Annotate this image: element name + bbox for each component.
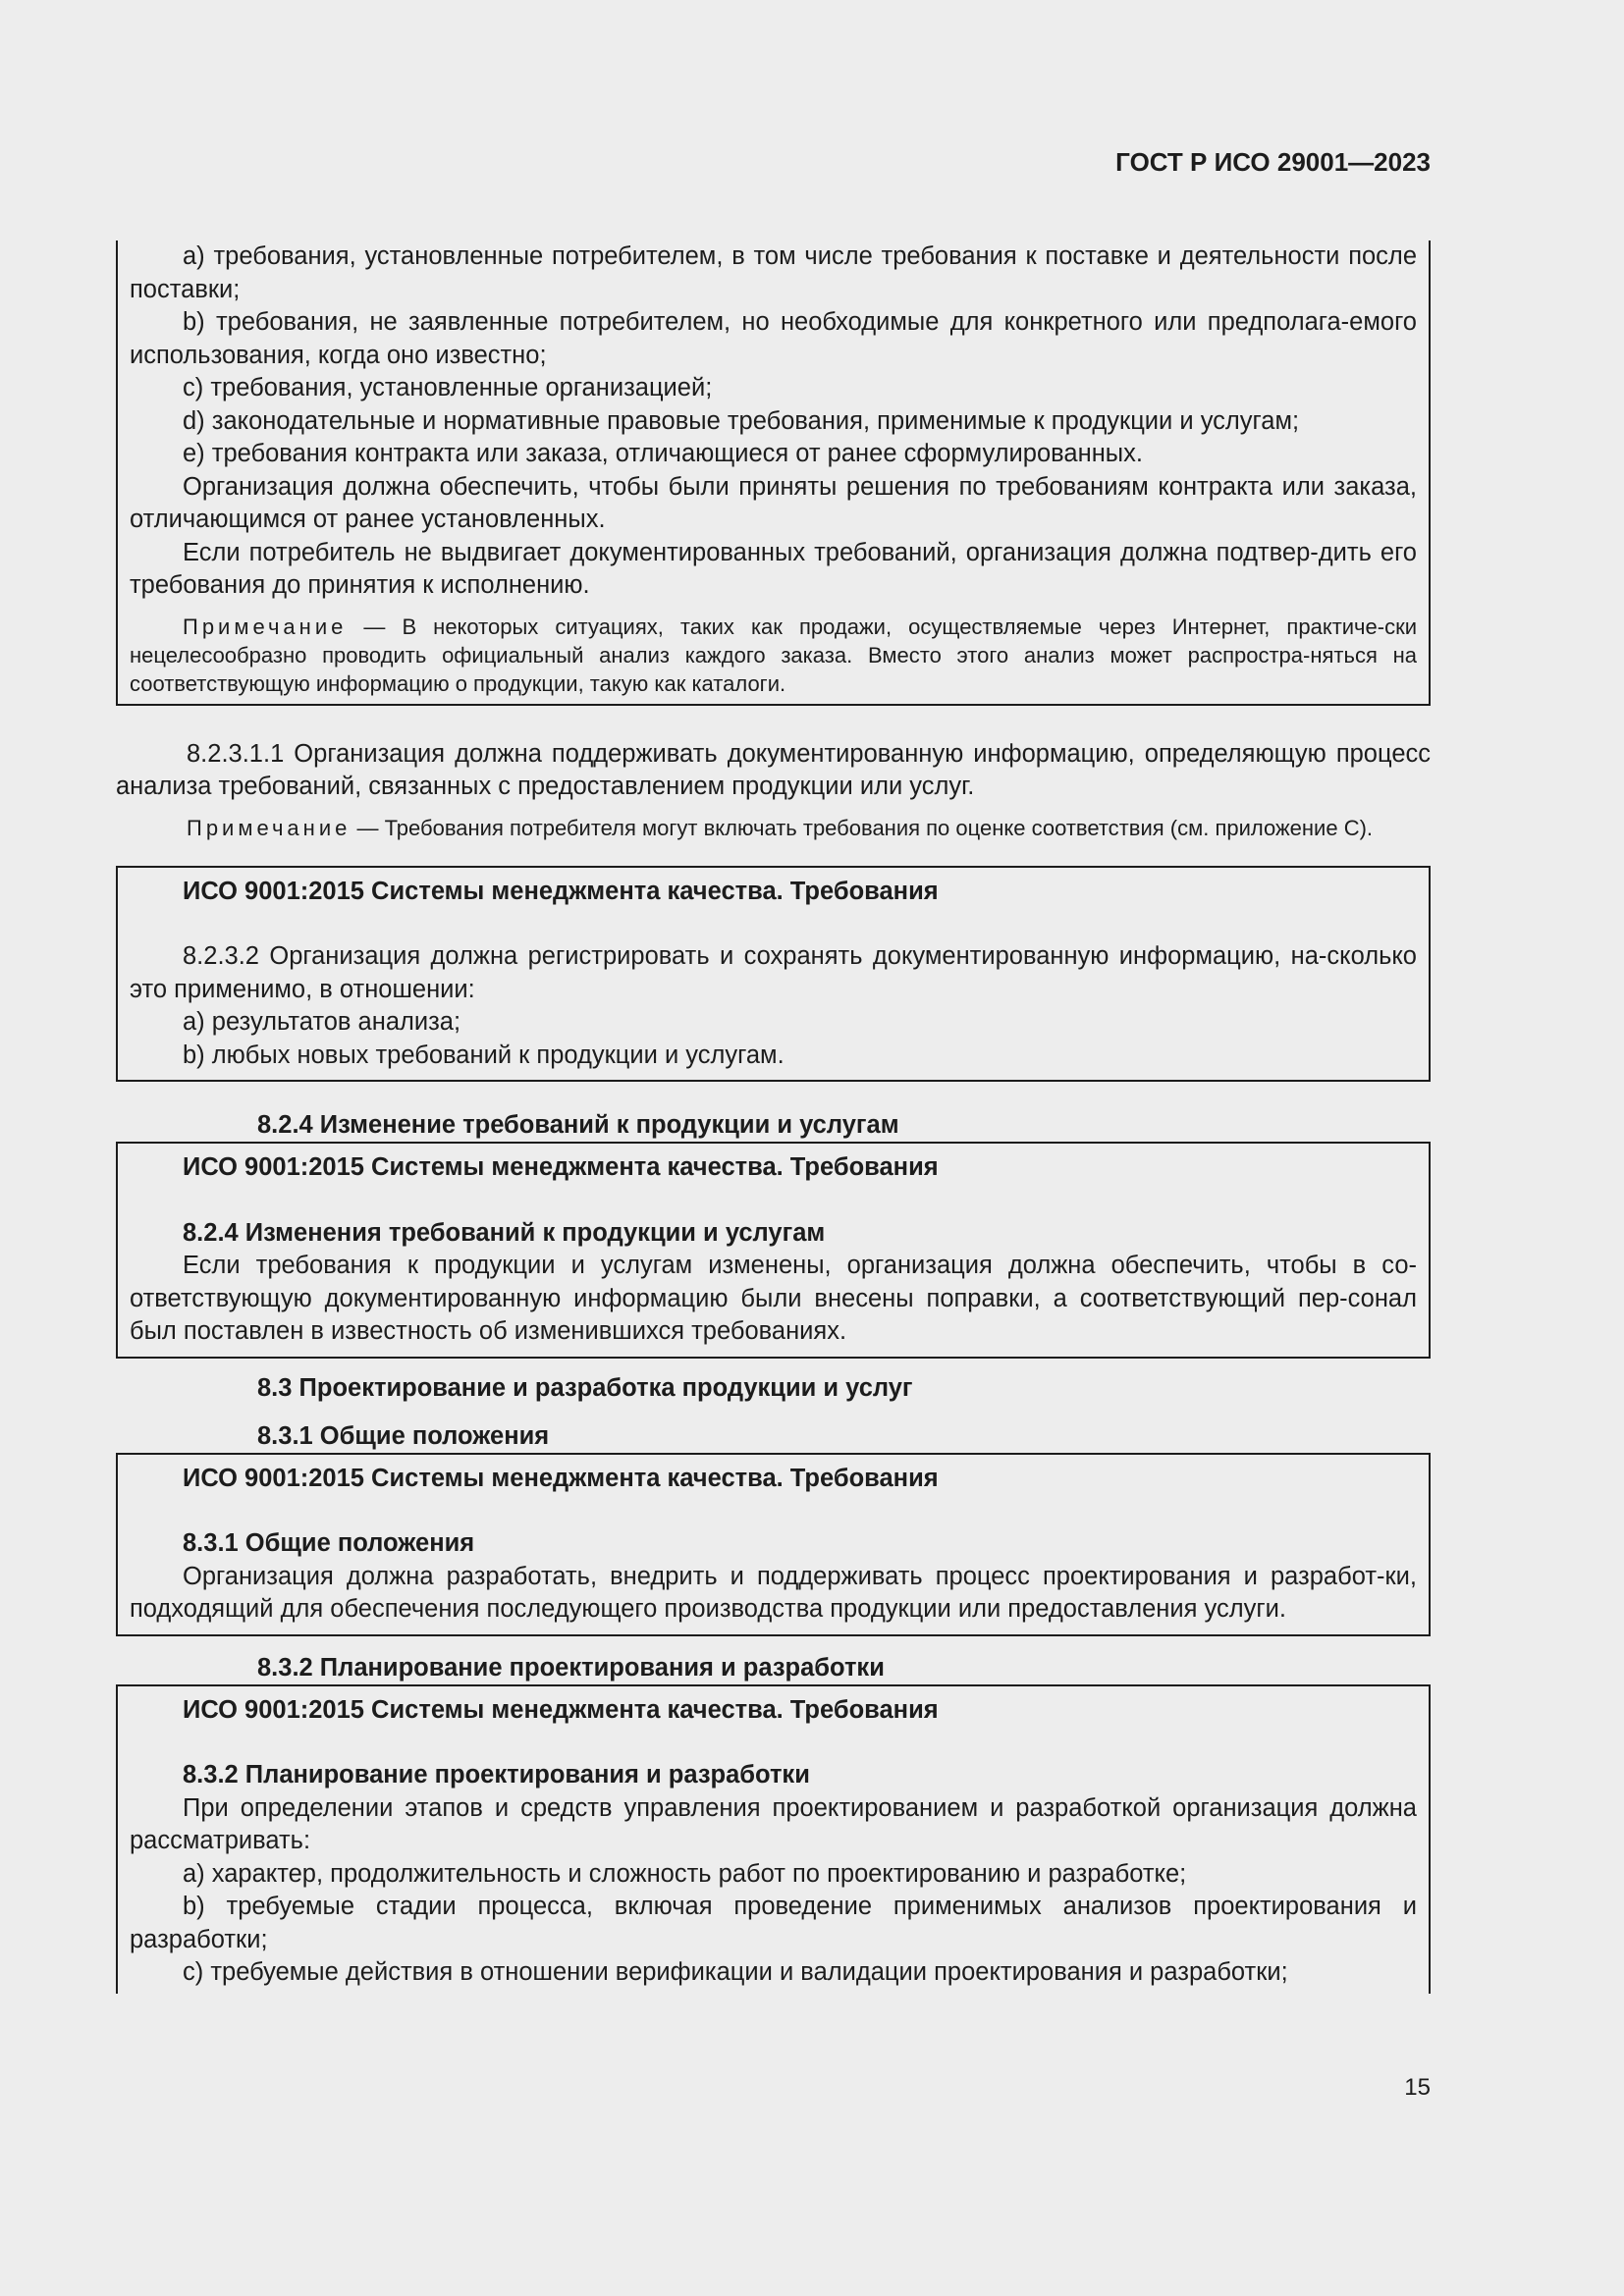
subheading: 8.3.1 Общие положения	[183, 1529, 475, 1557]
section-heading-8-3-2: 8.3.2 Планирование проектирования и разработки	[257, 1653, 885, 1682]
section-heading-8-3: 8.3 Проектирование и разработка продукции и услуг	[257, 1373, 913, 1402]
list-item-d: d) законодательные и нормативные правовые требования, применимые к продукции и услугам;	[183, 406, 1300, 435]
note-text: — Требования потребителя могут включать требования по оценке соответствия (см. приложение C).	[351, 815, 1374, 840]
iso-heading: ИСО 9001:2015 Системы менеджмента качества. Требования	[183, 1153, 939, 1181]
section-heading-8-3-1: 8.3.1 Общие положения	[257, 1421, 550, 1450]
clause-8-2-3-2: 8.2.3.2 Организация должна регистрировать и сохранять документированную информацию, на-сколько это применимо, в отношении:	[130, 942, 1417, 1003]
note	[116, 814, 1431, 842]
paragraph: Если требования к продукции и услугам изменены, организация должна обеспечить, чтобы в со-ответствующую документированную информацию были внесены поправки, а соответствующий пер-сонал был поставлен в известность об изменившихся требованиях.	[130, 1252, 1417, 1345]
list-item-e: e) требования контракта или заказа, отличающиеся от ранее сформулированных.	[183, 440, 1143, 467]
subheading: 8.3.2 Планирование проектирования и разработки	[183, 1761, 810, 1789]
iso-heading: ИСО 9001:2015 Системы менеджмента качества. Требования	[183, 1695, 939, 1724]
iso-heading: ИСО 9001:2015 Системы менеджмента качества. Требования	[183, 1464, 939, 1492]
iso-quote-box	[116, 866, 1431, 1083]
page-content	[116, 240, 1431, 1994]
paragraph: Организация должна разработать, внедрить и поддерживать процесс проектирования и разработ-ки, подходящий для обеспечения последующего производства продукции или предоставления услуги.	[130, 1562, 1417, 1623]
subheading: 8.2.4 Изменения требований к продукции и услугам	[183, 1218, 826, 1247]
list-item-b: b) требования, не заявленные потребителем, но необходимые для конкретного или предполага-емого использования, когда оно известно;	[130, 308, 1417, 369]
note-label: Примечание	[187, 815, 352, 840]
requirements-box-continued	[116, 240, 1431, 706]
iso-quote-box	[116, 1684, 1431, 1994]
iso-quote-box	[116, 1142, 1431, 1359]
page-number: 15	[1404, 2074, 1431, 2101]
note-text: — В некоторых ситуациях, таких как продажи, осуществляемые через Интернет, практиче-ски нецелесообразно проводить официальный анализ каждого заказа. Вместо этого анализ может распростра-няться на соответствующую информацию о продукции, такую как каталоги.	[130, 614, 1417, 696]
paragraph: Если потребитель не выдвигает документированных требований, организация должна подтвер-дить его требования до принятия к исполнению.	[130, 538, 1417, 599]
clause-8-2-3-1-1: 8.2.3.1.1 Организация должна поддерживать документированную информацию, определяющую процесс анализа требований, связанных с предоставлением продукции или услуг.	[116, 739, 1431, 800]
paragraph: Организация должна обеспечить, чтобы были приняты решения по требованиям контракта или заказа, отличающимся от ранее установленных.	[130, 472, 1417, 533]
iso-heading: ИСО 9001:2015 Системы менеджмента качества. Требования	[183, 877, 939, 905]
list-item-b: b) требуемые стадии процесса, включая проведение применимых анализов проектирования и разработки;	[130, 1893, 1417, 1953]
list-item-c: c) требуемые действия в отношении верификации и валидации проектирования и разработки;	[183, 1958, 1288, 1986]
paragraph: При определении этапов и средств управления проектированием и разработкой организация должна рассматривать:	[130, 1793, 1417, 1854]
list-item-a: a) результатов анализа;	[183, 1008, 461, 1036]
note-label: Примечание	[183, 614, 348, 639]
list-item-b: b) любых новых требований к продукции и услугам.	[183, 1041, 785, 1069]
list-item-a: a) требования, установленные потребителем, в том числе требования к поставке и деятельности после поставки;	[130, 242, 1417, 303]
list-item-a: a) характер, продолжительность и сложность работ по проектированию и разработке;	[183, 1859, 1187, 1888]
section-heading-8-2-4: 8.2.4 Изменение требований к продукции и услугам	[257, 1111, 899, 1139]
list-item-c: c) требования, установленные организацией;	[183, 374, 713, 401]
document-header: ГОСТ Р ИСО 29001—2023	[1115, 147, 1431, 177]
iso-quote-box	[116, 1453, 1431, 1636]
note	[130, 613, 1417, 698]
